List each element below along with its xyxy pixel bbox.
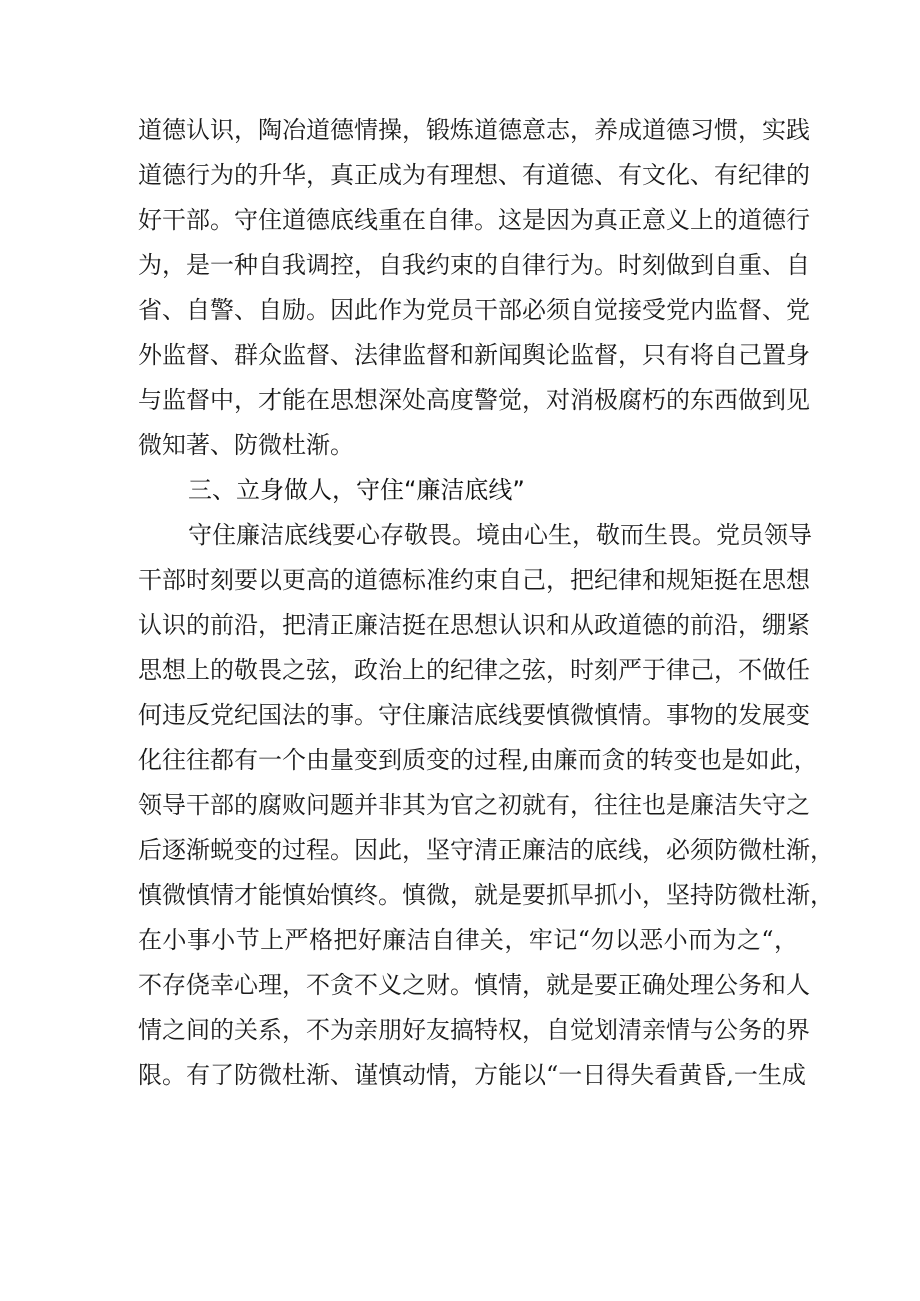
text-line: 守住廉洁底线要心存敬畏。境由心生，敬而生畏。党员领导 [188,521,812,549]
text-line: 微知著、防微杜渐。 [138,431,354,459]
text-line: 为，是一种自我调控，自我约束的自律行为。时刻做到自重、自 [138,251,810,279]
text-line: 领导干部的腐败问题并非其为官之初就有，往往也是廉洁失守之 [138,791,810,819]
text-line: 道德认识，陶冶道德情操，锻炼道德意志，养成道德习惯，实践 [138,116,810,144]
paragraph-moral-bottom-line [138,108,810,468]
text-line: 思想上的敬畏之弦，政治上的纪律之弦，时刻严于律己，不做任 [138,656,810,684]
text-line: 后逐渐蜕变的过程。因此，坚守清正廉洁的底线，必须防微杜渐， [138,836,834,864]
section-heading: 三、立身做人，守住“廉洁底线” [188,476,525,504]
text-line: 限。有了防微杜渐、谨慎动情，方能以“一日得失看黄昏,一生成 [138,1061,806,1089]
text-line: 慎微慎情才能慎始慎终。慎微，就是要抓早抓小，坚持防微杜渐， [138,881,834,909]
text-line: 好干部。守住道德底线重在自律。这是因为真正意义上的道德行 [138,206,810,234]
text-line: 外监督、群众监督、法律监督和新闻舆论监督，只有将自己置身 [138,341,810,369]
text-line: 化往往都有一个由量变到质变的过程,由廉而贪的转变也是如此， [138,746,818,774]
text-line: 何违反党纪国法的事。守住廉洁底线要慎微慎情。事物的发展变 [138,701,810,729]
text-line: 在小事小节上严格把好廉洁自律关，牢记“勿以恶小而为之“， [138,926,798,954]
text-line: 干部时刻要以更高的道德标准约束自己，把纪律和规矩挺在思想 [138,566,810,594]
text-line: 省、自警、自励。因此作为党员干部必须自觉接受党内监督、党 [138,296,810,324]
text-line: 不存侥幸心理，不贪不义之财。慎情，就是要正确处理公务和人 [138,971,810,999]
text-line: 道德行为的升华，真正成为有理想、有道德、有文化、有纪律的 [138,161,810,189]
text-line: 与监督中，才能在思想深处高度警觉，对消极腐朽的东西做到见 [138,386,810,414]
text-line: 认识的前沿，把清正廉洁挺在思想认识和从政道德的前沿，绷紧 [138,611,810,639]
paragraph-integrity-bottom-line [138,513,834,1098]
document-body [138,108,834,1098]
text-line: 情之间的关系，不为亲朋好友搞特权，自觉划清亲情与公务的界 [138,1016,810,1044]
